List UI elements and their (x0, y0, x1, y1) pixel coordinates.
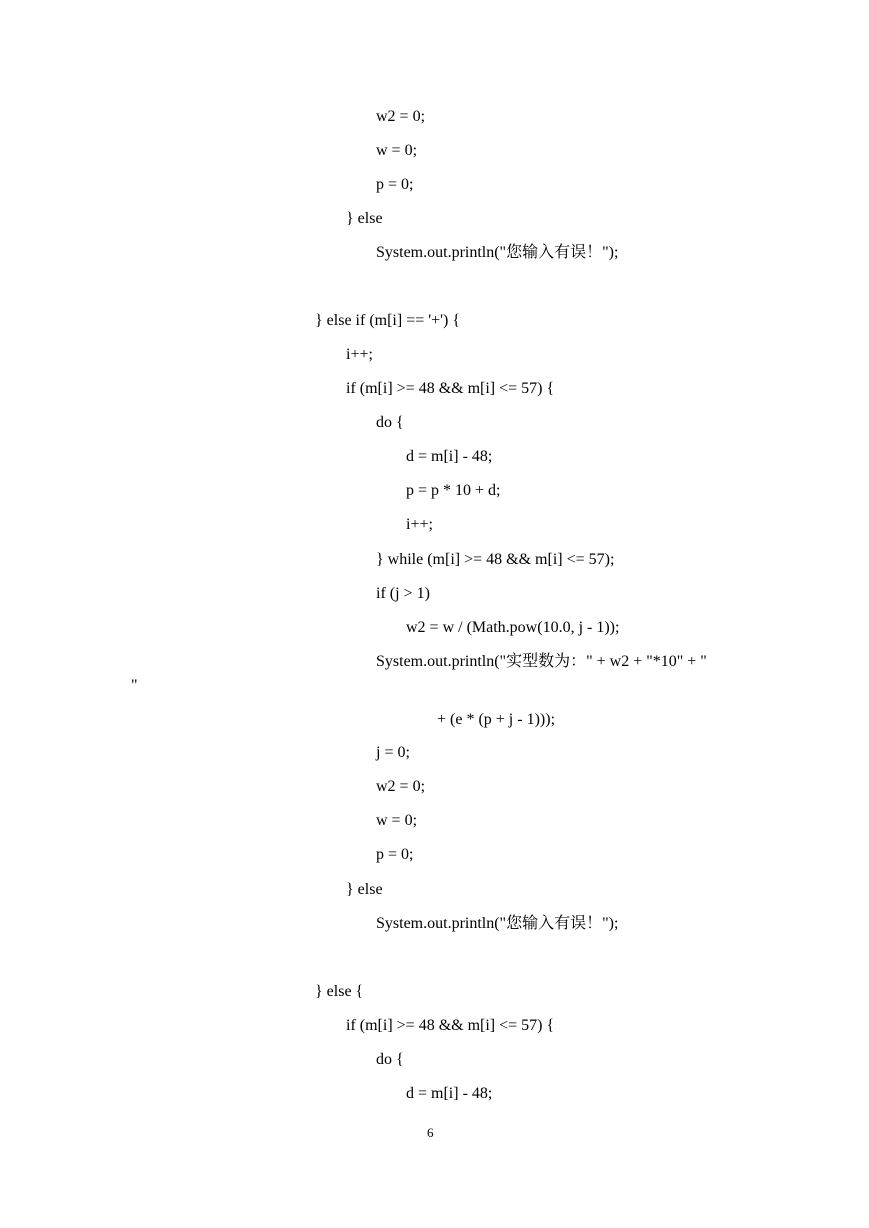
code-line: d = m[i] - 48; (406, 448, 493, 465)
code-line: j = 0; (376, 744, 410, 761)
code-line: System.out.println("您输入有误！"); (376, 244, 619, 261)
code-line: if (m[i] >= 48 && m[i] <= 57) { (346, 1017, 555, 1034)
code-line: do { (376, 1051, 404, 1068)
code-line: w2 = 0; (376, 778, 426, 795)
code-line: } while (m[i] >= 48 && m[i] <= 57); (376, 551, 615, 568)
code-line: } else if (m[i] == '+') { (315, 312, 461, 329)
code-line: " (131, 677, 138, 694)
code-line: do { (376, 414, 404, 431)
code-line: if (m[i] >= 48 && m[i] <= 57) { (346, 380, 555, 397)
code-line: i++; (346, 346, 373, 363)
page-number: 6 (427, 1125, 434, 1140)
code-line: w = 0; (376, 142, 418, 159)
code-line: p = 0; (376, 846, 414, 863)
code-line: w = 0; (376, 812, 418, 829)
code-line: } else { (315, 983, 364, 1000)
code-line: d = m[i] - 48; (406, 1085, 493, 1102)
code-line: p = p * 10 + d; (406, 482, 501, 499)
code-line: } else (346, 881, 383, 898)
code-line: + (e * (p + j - 1))); (437, 711, 556, 728)
code-line: i++; (406, 516, 433, 533)
code-line: if (j > 1) (376, 585, 430, 602)
code-line: } else (346, 210, 383, 227)
code-line: w2 = w / (Math.pow(10.0, j - 1)); (406, 619, 620, 636)
code-line: w2 = 0; (376, 108, 426, 125)
code-line: p = 0; (376, 176, 414, 193)
code-line: System.out.println("实型数为：" + w2 + "*10" + " (376, 653, 707, 670)
code-line: System.out.println("您输入有误！"); (376, 915, 619, 932)
